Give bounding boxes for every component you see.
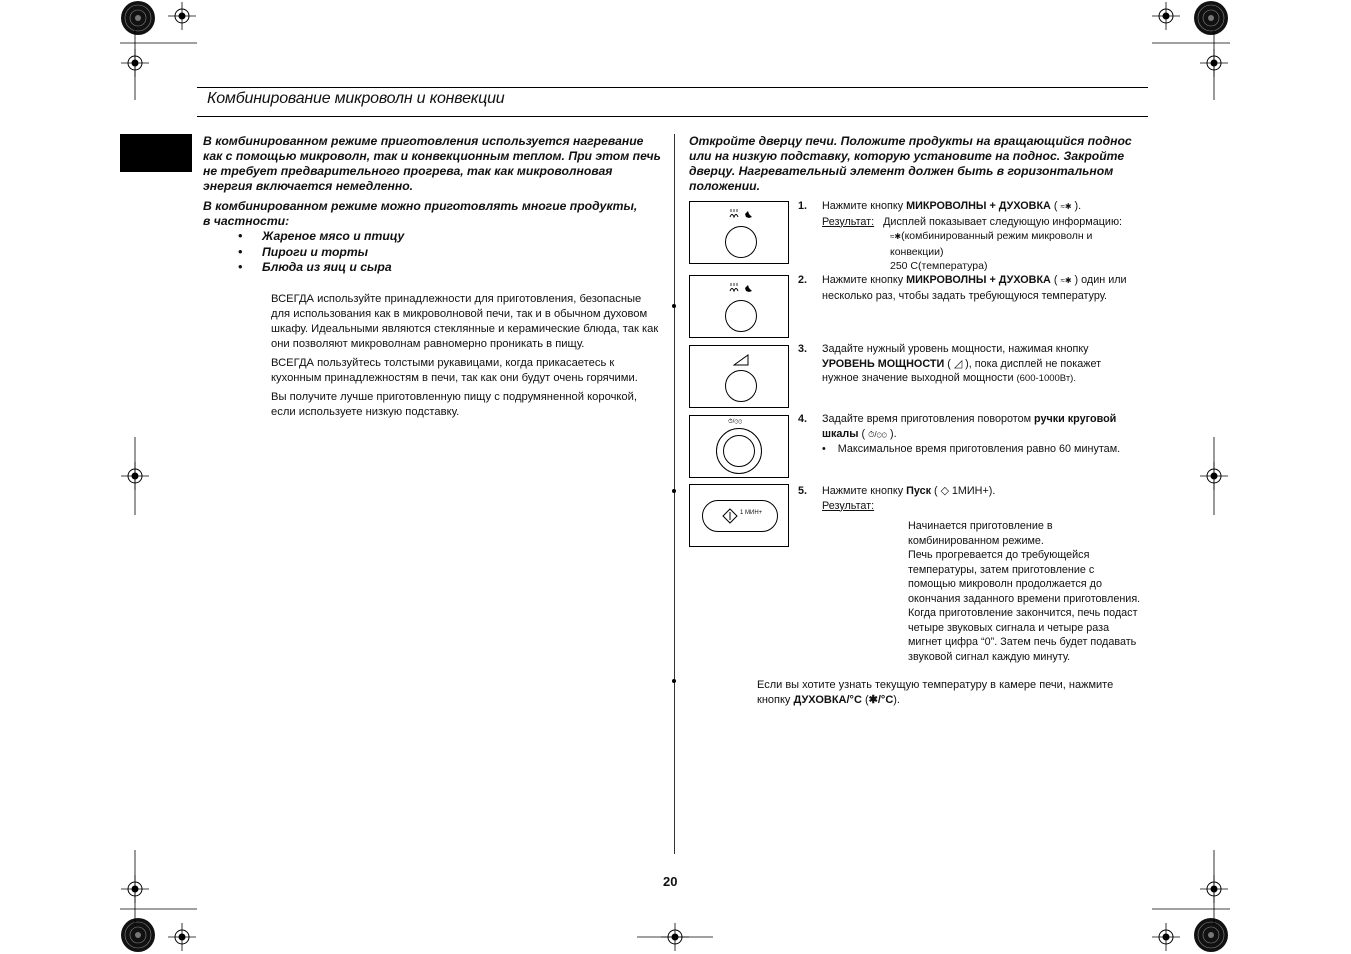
panel-power-level (689, 345, 789, 408)
power-level-button[interactable] (725, 370, 757, 402)
panel-micro-convection-2 (689, 275, 789, 338)
header-rule-bottom (197, 116, 1148, 117)
power-level-icon: ◿ (953, 357, 963, 370)
divider-dot (672, 304, 676, 308)
divider-dot (672, 489, 676, 493)
step-4: 4. Задайте время приготовления поворотом ручки круговой шкалы ( ⏱/⊙⊙ ). • Максимальное время приготовления равно 60 минутам. (798, 413, 1121, 455)
start-diamond-icon (722, 508, 738, 524)
power-level-icon (733, 354, 749, 366)
panel-micro-convection-1 (689, 201, 789, 264)
para-gloves: ВСЕГДА пользуйтесь толстыми рукавицами, когда прикасаетесь к кухонным принадлежностям в печи, так как они будут очень горячими. (271, 357, 638, 384)
microwave-convection-icon: ≈✱ (890, 232, 902, 241)
section-tab (120, 134, 192, 172)
step-5: 5. Нажмите кнопку Пуск ( ◇ 1МИН+). Результат: Начинается приготовление в комбинированном режиме. Печь прогревается до требующейся температуры, затем приготовление с помощью микроволн продолжается до окончания заданного времени приготовления. Когда приготовление закончится, печь подаст четыре звуковых сигнала и четыре раза мигнет цифра “0”. Затем печь будет подавать звуковой сигнал каждую минуту. (798, 484, 1148, 664)
result-finish: Когда приготовление закончится, печь подаст четыре звуковых сигнала и четыре раза мигнет цифра “0”. Затем печь будет подавать звуковой сигнал каждую минуту. (908, 607, 1138, 663)
divider-dot (672, 679, 676, 683)
food-list (238, 229, 538, 276)
list-item: • Жареное мясо и птицу (238, 229, 405, 243)
step-3: 3. Задайте нужный уровень мощности, нажимая кнопку УРОВЕНЬ МОЩНОСТИ ( ◿ ), пока дисплей не покажет нужное значение выходной мощности (600-1000Вт). (798, 343, 1102, 384)
left-intro-1: В комбинированном режиме приготовления используется нагревание как с помощью микроволн, так и конвекционным теплом. При этом печь не требует предварительного прогрева, так как микроволновая энергия включается немедленно. (203, 134, 661, 193)
microwave-convection-icon (728, 282, 754, 294)
dial-label: ⏱/⊙⊙ (728, 419, 743, 425)
result-preheat: Печь прогревается до требующейся температуры, затем приготовление с помощью микроволн продолжается до окончания заданного времени приготовления. (908, 549, 1141, 605)
panel-dial (689, 415, 789, 478)
result-start: Начинается приготовление в комбинированном режиме. (908, 520, 1053, 547)
para-rack: Вы получите лучше приготовленную пищу с подрумяненной корочкой, если используете низкую подставку. (271, 391, 637, 418)
column-divider (674, 134, 675, 854)
result-label: Результат: (822, 499, 875, 512)
left-body (271, 292, 663, 424)
timer-dial[interactable] (723, 435, 755, 467)
page-number: 20 (663, 874, 678, 889)
temperature-note: Если вы хотите узнать текущую температуру в камере печи, нажмите кнопку ДУХОВКА/°C (✱/°C). (757, 679, 1114, 706)
para-utensils: ВСЕГДА используйте принадлежности для приготовления, безопасные для использования как в микроволновой печи, так и в обычном духовом шкафу. Идеальными являются стеклянные и керамические блюда, так как они позволяют микроволнам равномерно проникать в пищу. (271, 293, 659, 350)
list-item: • Пироги и торты (238, 244, 369, 259)
right-intro: Откройте дверцу печи. Положите продукты на вращающийся поднос или на низкую подставку, которую установите на поднос. Закройте дверцу. Нагревательный элемент должен быть в горизонтальном положении. (689, 134, 1132, 193)
microwave-convection-icon (728, 208, 754, 220)
microwave-convection-icon: ≈✱ (1060, 276, 1072, 285)
step-1: 1. Нажмите кнопку МИКРОВОЛНЫ + ДУХОВКА ( ≈✱ ). Результат: Дисплей показывает следующую информацию: ≈✱(комбинированный режим микроволн и конвекции) 250 C(температура) (798, 200, 1123, 272)
micro-convection-button[interactable] (725, 300, 757, 332)
start-diamond-icon: ◇ (940, 485, 949, 497)
start-label: 1 МИН+ (740, 510, 763, 516)
panel-start (689, 484, 789, 547)
step-2: 2. Нажмите кнопку МИКРОВОЛНЫ + ДУХОВКА ( ≈✱ ) один или несколько раз, чтобы задать требующуюся температуру. (798, 274, 1127, 302)
oven-temp-icon: ✱/°C (868, 693, 894, 706)
micro-convection-button[interactable] (725, 226, 757, 258)
list-item: • Блюда из яиц и сыра (238, 260, 392, 274)
page-title: Комбинирование микроволн и конвекции (207, 90, 505, 107)
microwave-convection-icon: ≈✱ (1060, 202, 1072, 211)
result-label: Результат: (822, 215, 875, 228)
start-button[interactable] (702, 500, 778, 532)
left-intro-2: В комбинированном режиме можно приготовлять многие продукты, в частности: (203, 199, 638, 228)
header-rule-top (197, 87, 1148, 88)
